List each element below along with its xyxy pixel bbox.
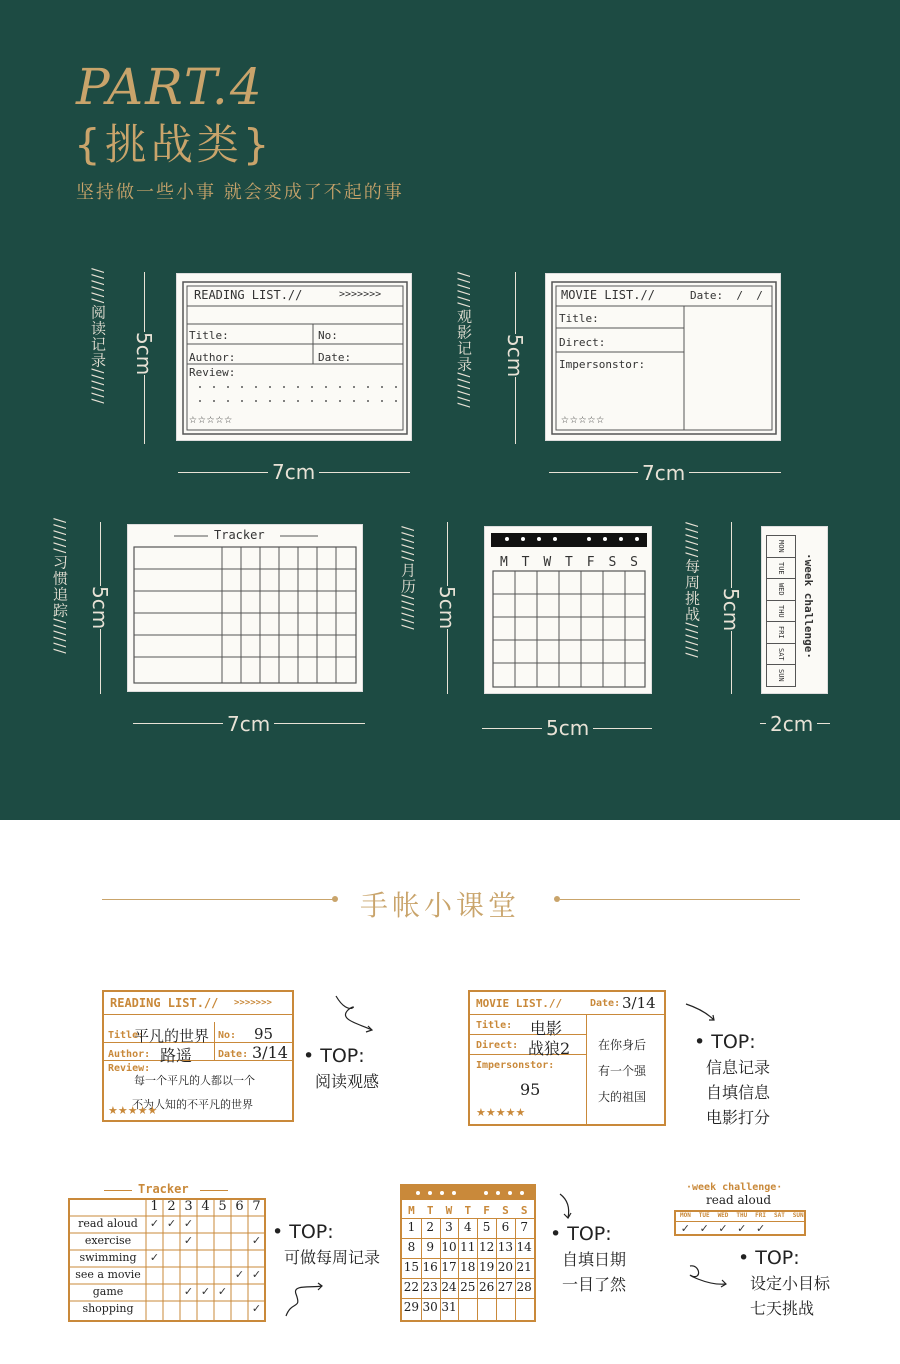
tracker-tip-head: • TOP: <box>272 1221 334 1243</box>
tracker-sample-day-number: 1 <box>150 1199 159 1214</box>
lesson-rule-left <box>102 899 334 900</box>
tracker-sample-day-number: 2 <box>167 1199 176 1214</box>
calendar-sample-date: 13 <box>497 1240 514 1254</box>
reading-sample-title-label: Title: <box>108 1030 145 1041</box>
weekday-label: S <box>630 555 638 570</box>
check-icon: ✓ <box>149 1217 160 1230</box>
movie-sample-stars: ★★★★★ <box>476 1106 526 1119</box>
movie-sample-note1: 在你身后 <box>598 1038 647 1052</box>
reading-sample-review-line1: 每一个平凡的人都以一个 <box>134 1074 255 1087</box>
movie-sample <box>468 990 666 1126</box>
calendar-sample-date: 3 <box>445 1220 453 1234</box>
weekday-label: S <box>608 555 617 570</box>
week-sample-title: ·week challenge· <box>686 1182 783 1193</box>
week-sample-day: MON <box>679 1212 691 1219</box>
tracker-sample <box>68 1182 266 1322</box>
week-day-label: TUE <box>777 561 785 575</box>
squiggle-arrow-icon <box>330 990 380 1040</box>
tracker-sample-habit: exercise <box>84 1234 132 1247</box>
calendar-tip-line: 一目了然 <box>562 1275 627 1294</box>
reading-sample-title-value: 平凡的世界 <box>134 1027 210 1045</box>
calendar-sample-date: 18 <box>460 1260 476 1274</box>
movie-tip <box>694 1030 770 1130</box>
tracker-sample-habit: see a movie <box>75 1268 141 1281</box>
reading-sample-arrows: >>>>>>> <box>234 998 272 1008</box>
calendar-sample-date: 8 <box>407 1240 416 1254</box>
calendar-tip <box>550 1222 626 1297</box>
reading-review-field: Review: <box>189 366 236 379</box>
week-sample-goal: read aloud <box>706 1193 772 1207</box>
squiggle-arrow-icon <box>282 1280 326 1320</box>
calendar-sample-date: 28 <box>516 1280 532 1294</box>
week-sample-day: TUE <box>698 1212 710 1219</box>
calendar-sample-date: 5 <box>482 1220 491 1234</box>
loop-arrow-icon <box>686 1262 730 1292</box>
movie-sample-title-label: Title: <box>476 1020 513 1031</box>
calendar-sample <box>400 1184 536 1322</box>
weekday-label: T <box>521 555 530 570</box>
reading-no-field: No: <box>318 329 338 342</box>
lesson-header <box>0 880 900 920</box>
tracker-sample-habit: read aloud <box>78 1217 138 1230</box>
calendar-height-label: 5cm <box>435 586 459 630</box>
check-icon: ✓ <box>680 1222 690 1235</box>
movie-stamp <box>545 273 781 441</box>
week-tip-line: 设定小目标 <box>750 1274 831 1293</box>
week-tip-line: 七天挑战 <box>750 1299 815 1318</box>
check-icon: ✓ <box>183 1285 194 1298</box>
week-sample-day: WED <box>717 1212 729 1219</box>
calendar-tip-head: • TOP: <box>550 1223 612 1245</box>
week-sample-day: FRI <box>755 1212 766 1219</box>
weekday-label: M <box>499 555 508 570</box>
calendar-sample-date: 11 <box>460 1240 476 1254</box>
calendar-sample-date: 16 <box>422 1260 438 1274</box>
calendar-sample-date: 27 <box>497 1280 514 1294</box>
movie-sample-impersonator-label: Impersonstor: <box>476 1060 555 1071</box>
week-day-label: SAT <box>777 647 785 661</box>
tracker-title: Tracker <box>214 528 265 542</box>
week-sample <box>672 1182 808 1238</box>
calendar-sample-date: 6 <box>501 1220 510 1234</box>
movie-sample-note2: 有一个强 <box>598 1064 647 1078</box>
weekday-label: T <box>565 555 573 570</box>
calendar-sample-date: 26 <box>478 1280 495 1294</box>
curved-arrow-icon <box>556 1192 576 1222</box>
calendar-sample-date: 14 <box>516 1240 532 1254</box>
lesson-title: 手帐小课堂 <box>360 889 521 922</box>
movie-width-label: 7cm <box>638 463 689 483</box>
calendar-sample-date: 9 <box>426 1240 435 1254</box>
movie-sample-title-value: 电影 <box>530 1019 563 1038</box>
week-stamp <box>761 526 828 694</box>
tracker-sample-habit: game <box>92 1285 124 1298</box>
movie-sample-title: MOVIE LIST.// <box>476 997 563 1010</box>
movie-title-field: Title: <box>559 312 599 325</box>
reading-tip-line: 阅读观感 <box>315 1072 380 1091</box>
check-icon: ✓ <box>217 1285 228 1298</box>
reading-sample-date-label: Date: <box>218 1049 249 1060</box>
week-width-label: 2cm <box>766 714 817 734</box>
calendar-width-label: 5cm <box>542 718 593 738</box>
reading-stars: ☆☆☆☆☆ <box>189 412 234 427</box>
weekday-label: F <box>586 555 595 570</box>
calendar-sample-date: 12 <box>478 1240 495 1254</box>
calendar-sample-date: 17 <box>441 1260 457 1274</box>
calendar-sample-weekday: S <box>502 1204 509 1217</box>
calendar-weekdays <box>493 555 645 570</box>
reading-sample-author-value: 路遥 <box>160 1046 193 1065</box>
calendar-sample-date: 25 <box>460 1280 476 1294</box>
calendar-sample-weekday: M <box>408 1204 415 1217</box>
reading-sample-review-line2: 不为人知的不平凡的世界 <box>132 1098 253 1111</box>
check-icon: ✓ <box>251 1302 262 1315</box>
calendar-sample-date: 21 <box>516 1260 532 1274</box>
week-day-label: FRI <box>777 626 785 639</box>
week-day-label: MON <box>777 539 785 553</box>
curved-arrow-icon <box>682 1000 722 1026</box>
reading-height-label: 5cm <box>132 332 156 376</box>
calendar-sample-date: 20 <box>497 1260 514 1274</box>
calendar-sample-date: 15 <box>403 1260 420 1274</box>
tracker-side-label: //////习惯追踪////// <box>51 518 69 655</box>
tracker-sample-habit: swimming <box>79 1251 137 1264</box>
reading-sample-title: READING LIST.// <box>110 996 219 1010</box>
tracker-sample-day-number: 3 <box>184 1199 193 1214</box>
category-heading: {挑战类} <box>74 120 274 169</box>
calendar-sample-date: 1 <box>407 1220 416 1234</box>
slogan: 坚持做一些小事 就会变成了不起的事 <box>76 182 404 203</box>
reading-arrows: >>>>>>> <box>339 289 382 300</box>
check-icon: ✓ <box>166 1217 177 1230</box>
week-tip-head: • TOP: <box>738 1247 800 1269</box>
week-day-label: SUN <box>777 669 785 683</box>
reading-dot-grid <box>193 380 399 410</box>
movie-sample-date-label: Date: <box>590 998 621 1009</box>
calendar-sample-weekday: T <box>426 1204 434 1217</box>
lesson-rule-right <box>560 899 800 900</box>
part-heading: PART.4 <box>76 58 264 116</box>
check-icon: ✓ <box>755 1222 766 1235</box>
tracker-sample-day-number: 4 <box>201 1199 210 1214</box>
reading-author-field: Author: <box>189 351 236 364</box>
movie-sample-direct-value: 战狼2 <box>528 1039 571 1058</box>
calendar-sample-date: 30 <box>422 1300 438 1314</box>
check-icon: ✓ <box>251 1268 262 1281</box>
calendar-sample-date: 2 <box>426 1220 435 1234</box>
movie-sample-note3: 大的祖国 <box>598 1090 647 1104</box>
calendar-sample-weekday: F <box>483 1204 490 1217</box>
calendar-stamp <box>484 526 652 694</box>
calendar-sample-date: 31 <box>441 1300 457 1314</box>
reading-width-label: 7cm <box>268 462 319 482</box>
week-title: ·week challenge· <box>802 553 815 659</box>
tracker-sample-day-number: 5 <box>218 1199 227 1214</box>
check-icon: ✓ <box>149 1251 160 1264</box>
calendar-sample-rings <box>402 1186 534 1200</box>
movie-height-label: 5cm <box>503 334 527 378</box>
week-tip <box>738 1246 830 1321</box>
tracker-tip-line: 可做每周记录 <box>284 1248 381 1267</box>
movie-sample-direct-label: Direct: <box>476 1040 519 1051</box>
week-sample-day: SAT <box>773 1212 785 1219</box>
movie-sample-score: 95 <box>520 1080 541 1099</box>
tracker-sample-title: Tracker <box>138 1182 189 1196</box>
movie-impersonator-field: Impersonstor: <box>559 358 646 371</box>
week-height-label: 5cm <box>719 588 743 632</box>
movie-stars: ☆☆☆☆☆ <box>561 412 606 427</box>
calendar-sample-weekday: W <box>445 1204 453 1217</box>
movie-sample-date-value: 3/14 <box>622 994 656 1012</box>
tracker-stamp <box>127 524 363 692</box>
reading-stamp <box>176 273 412 441</box>
check-icon: ✓ <box>699 1222 709 1235</box>
reading-tip <box>303 1044 379 1094</box>
lesson-dot-left <box>332 896 338 902</box>
calendar-sample-weekday: T <box>464 1204 472 1217</box>
calendar-sample-weekday: S <box>520 1204 528 1217</box>
reading-date-field: Date: <box>318 351 352 364</box>
calendar-tip-line: 自填日期 <box>562 1250 627 1269</box>
reading-title-field: Title: <box>189 329 229 342</box>
calendar-sample-date: 10 <box>441 1240 457 1254</box>
reading-sample-review-label: Review: <box>108 1063 151 1074</box>
week-side-label: //////每周挑战////// <box>683 522 701 659</box>
reading-sample-author-label: Author: <box>108 1049 151 1060</box>
calendar-sample-date: 19 <box>478 1260 495 1274</box>
tracker-grid <box>128 525 364 693</box>
calendar-sample-date: 24 <box>441 1280 457 1294</box>
movie-title: MOVIE LIST.// <box>561 288 655 302</box>
reading-sample-no-label: No: <box>218 1030 237 1041</box>
reading-sample-no-value: 95 <box>254 1025 274 1043</box>
calendar-sample-date: 22 <box>403 1280 420 1294</box>
check-icon: ✓ <box>183 1217 194 1230</box>
tracker-height-label: 5cm <box>88 586 112 630</box>
week-day-label: THU <box>777 604 785 618</box>
check-icon: ✓ <box>737 1222 747 1235</box>
reading-side-label: //////阅读记录////// <box>89 268 107 405</box>
week-day-label: WED <box>777 583 785 596</box>
reading-sample <box>102 990 294 1122</box>
reading-sample-stars: ★★★★★ <box>108 1104 158 1117</box>
reading-sample-date-value: 3/14 <box>252 1043 288 1062</box>
week-day-column <box>766 535 796 687</box>
calendar-sample-date: 7 <box>520 1220 529 1234</box>
weekday-label: W <box>543 555 552 570</box>
movie-tip-line: 自填信息 <box>706 1083 771 1102</box>
reading-tip-head: • TOP: <box>303 1045 365 1067</box>
calendar-side-label: //////月历////// <box>399 526 417 631</box>
week-sample-day: SUN <box>792 1212 804 1219</box>
week-sample-day: THU <box>736 1212 748 1219</box>
tracker-sample-day-number: 7 <box>252 1199 261 1214</box>
movie-tip-line: 电影打分 <box>706 1108 771 1127</box>
tracker-sample-habit: shopping <box>82 1302 134 1315</box>
tracker-width-label: 7cm <box>223 714 274 734</box>
check-icon: ✓ <box>718 1222 728 1235</box>
movie-tip-line: 信息记录 <box>706 1058 771 1077</box>
reading-title: READING LIST.// <box>194 288 303 302</box>
check-icon: ✓ <box>200 1285 211 1298</box>
calendar-sample-date: 23 <box>422 1280 438 1294</box>
tracker-tip <box>272 1220 380 1270</box>
check-icon: ✓ <box>234 1268 245 1281</box>
check-icon: ✓ <box>251 1234 262 1247</box>
movie-tip-head: • TOP: <box>694 1031 756 1053</box>
movie-side-label: //////观影记录////// <box>455 272 473 409</box>
movie-direct-field: Direct: <box>559 336 606 349</box>
calendar-sample-date: 29 <box>403 1300 420 1314</box>
calendar-sample-date: 4 <box>463 1220 472 1234</box>
check-icon: ✓ <box>183 1234 194 1247</box>
movie-date-field: Date: / / <box>690 289 763 302</box>
calendar-grid <box>485 527 653 695</box>
tracker-sample-day-number: 6 <box>235 1199 244 1214</box>
